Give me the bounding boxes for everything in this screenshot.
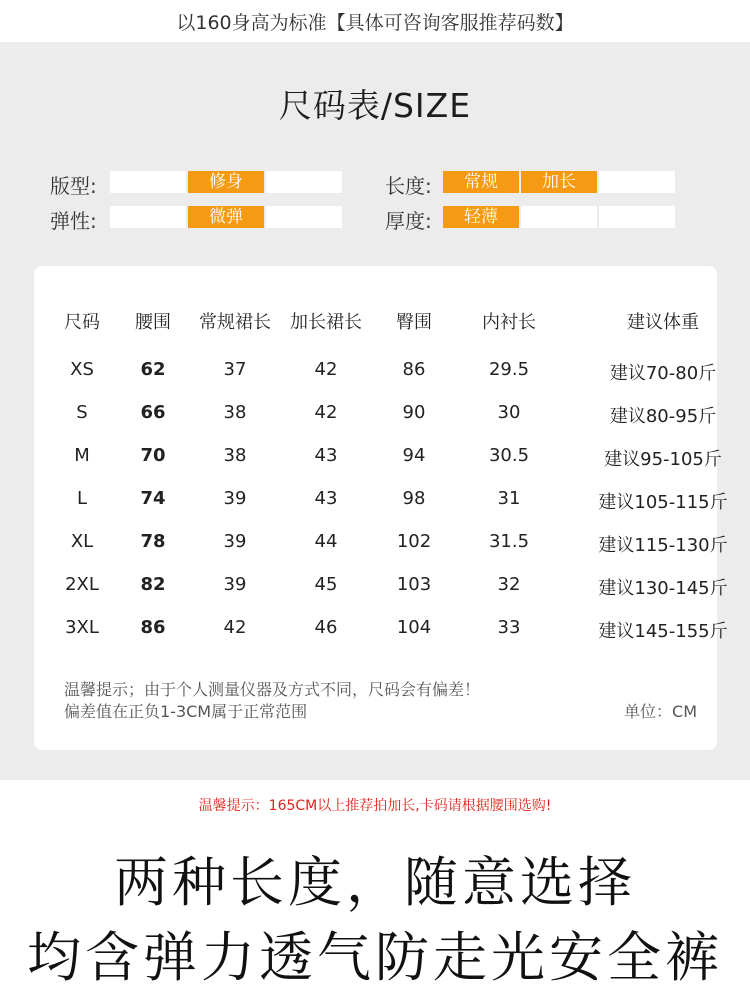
table-cell: 44 [314,531,338,552]
table-cell: 45 [314,574,338,595]
attr-label-thickness: 厚度: [385,209,432,233]
table-cell: 74 [140,488,166,509]
table-size-cell: 2XL [65,574,99,595]
table-header-cell: 常规裙长 [199,312,271,333]
table-cell: 102 [396,531,432,552]
attr-options-length [443,171,675,193]
measurement-note: 温馨提示；由于个人测量仪器及方式不同，尺码会有偏差！ [64,680,481,699]
tolerance-note: 偏差值在正负1-3CM属于正常范围 [64,702,308,721]
attr-option [521,206,597,228]
attr-options-elasticity [110,206,342,228]
table-cell: 42 [223,617,247,638]
table-cell: 66 [140,402,166,423]
size-table-card [34,266,728,750]
attr-option [110,171,186,193]
attr-label-elasticity: 弹性: [50,209,97,233]
attr-option [110,206,186,228]
table-size-cell: M [74,445,90,466]
table-header-cell: 腰围 [135,312,171,333]
table-cell: 103 [396,574,432,595]
attr-option [266,171,342,193]
attr-option-active: 常规 [443,171,519,193]
attr-option [599,206,675,228]
table-header-cell: 加长裙长 [290,312,362,333]
table-header-cell: 建议体重 [627,312,699,333]
table-cell: 94 [402,445,426,466]
table-cell: 82 [140,574,166,595]
table-cell: 104 [396,617,432,638]
table-cell: 建议145-155斤 [598,621,728,642]
table-cell: 29.5 [488,359,530,380]
table-cell: 32 [497,574,521,595]
table-size-cell: XL [70,531,94,552]
table-cell: 31 [497,488,521,509]
warning-note: 温馨提示：165CM以上推荐拍加长,卡码请根据腰围选购! [198,798,552,814]
table-cell: 43 [314,488,338,509]
table-size-cell: S [76,402,88,423]
table-cell: 建议130-145斤 [598,578,728,599]
table-cell: 86 [140,617,166,638]
table-cell: 30.5 [488,445,530,466]
slogan-line-1: 两种长度，随意选择 [114,851,636,914]
table-cell: 31.5 [488,531,530,552]
table-cell: 90 [402,402,426,423]
attr-options-thickness [443,206,675,228]
attr-option-active: 修身 [188,171,264,193]
table-size-cell: XS [70,359,94,380]
table-cell: 39 [223,574,247,595]
table-cell: 42 [314,402,338,423]
attr-option-active: 微弹 [188,206,264,228]
slogan-line-2: 均含弹力透气防走光安全裤 [27,926,723,989]
table-cell: 建议115-130斤 [598,535,728,556]
table-cell: 39 [223,531,247,552]
attr-label-fit: 版型: [50,174,97,198]
table-cell: 39 [223,488,247,509]
top-note: 以160身高为标准【具体可咨询客服推荐码数】 [0,0,750,42]
table-cell: 33 [497,617,521,638]
unit-note: 单位：CM [624,702,697,721]
table-cell: 98 [402,488,426,509]
table-cell: 38 [223,402,247,423]
table-cell: 62 [140,359,166,380]
table-cell: 建议105-115斤 [598,492,728,513]
attr-option-active: 轻薄 [443,206,519,228]
table-cell: 70 [140,445,166,466]
table-cell: 37 [223,359,247,380]
attr-option [266,206,342,228]
attr-label-length: 长度: [385,174,432,198]
table-cell: 42 [314,359,338,380]
table-header-cell: 尺码 [64,312,100,333]
table-size-cell: L [76,488,88,509]
table-cell: 建议80-95斤 [609,406,717,427]
attr-options-fit [110,171,342,193]
panel-title: 尺码表/SIZE [278,86,472,125]
attr-option [599,171,675,193]
table-header-cell: 臀围 [396,312,432,333]
table-cell: 86 [402,359,426,380]
table-cell: 78 [140,531,166,552]
attr-option-active: 加长 [521,171,597,193]
table-cell: 30 [497,402,521,423]
table-cell: 43 [314,445,338,466]
table-cell: 建议70-80斤 [609,363,717,384]
table-cell: 建议95-105斤 [604,449,722,470]
table-size-cell: 3XL [65,617,99,638]
table-header-cell: 内衬长 [482,312,536,333]
table-cell: 38 [223,445,247,466]
table-cell: 46 [314,617,338,638]
